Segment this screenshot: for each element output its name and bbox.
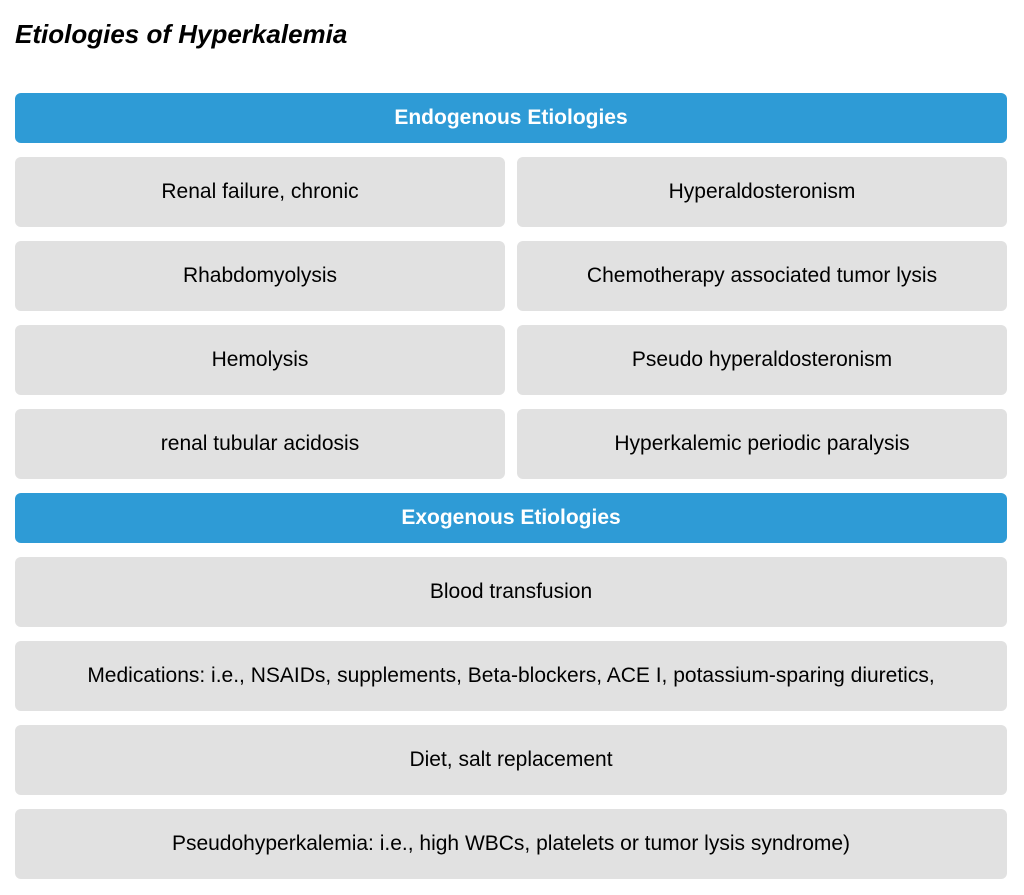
endogenous-item-renal-failure: Renal failure, chronic: [15, 157, 505, 227]
exogenous-item-pseudohyperkalemia: Pseudohyperkalemia: i.e., high WBCs, platelets or tumor lysis syndrome): [15, 809, 1007, 879]
endogenous-item-rhabdomyolysis: Rhabdomyolysis: [15, 241, 505, 311]
endogenous-item-renal-tubular-acidosis: renal tubular acidosis: [15, 409, 505, 479]
endogenous-item-periodic-paralysis: Hyperkalemic periodic paralysis: [517, 409, 1007, 479]
endogenous-item-tumor-lysis: Chemotherapy associated tumor lysis: [517, 241, 1007, 311]
exogenous-item-diet: Diet, salt replacement: [15, 725, 1007, 795]
exogenous-header: Exogenous Etiologies: [15, 493, 1007, 543]
endogenous-item-hyperaldosteronism: Hyperaldosteronism: [517, 157, 1007, 227]
exogenous-item-blood-transfusion: Blood transfusion: [15, 557, 1007, 627]
page-title: Etiologies of Hyperkalemia: [15, 19, 348, 49]
endogenous-item-pseudo-hyperaldosteronism: Pseudo hyperaldosteronism: [517, 325, 1007, 395]
exogenous-item-medications: Medications: i.e., NSAIDs, supplements, Beta-blockers, ACE I, potassium-sparing diuretics,: [15, 641, 1007, 711]
endogenous-item-hemolysis: Hemolysis: [15, 325, 505, 395]
endogenous-header: Endogenous Etiologies: [15, 93, 1007, 143]
